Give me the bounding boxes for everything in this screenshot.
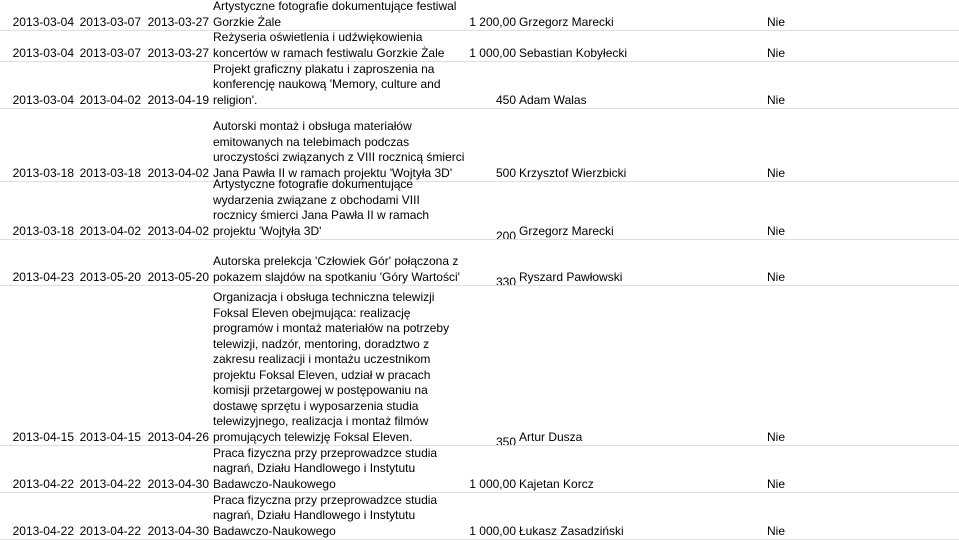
description-cell: Projekt graficzny plakatu i zaproszenia na konferencję naukową 'Memory, culture and religion'. (213, 61, 441, 107)
amount-cell: 500 (495, 165, 516, 180)
person-cell: Artur Dusza (519, 429, 583, 444)
table-row (0, 62, 959, 109)
date-cell-3: 2013-03-27 (147, 45, 209, 60)
date-cell-3: 2013-04-02 (147, 165, 209, 180)
description-cell: Artystyczne fotografie dokumentujące festiwal Gorzkie Żale (213, 0, 457, 29)
description-cell: Praca fizyczna przy przeprowadzce studia nagrań, Działu Handlowego i Instytutu Badawczo-Naukowego (213, 492, 438, 538)
flag-cell: Nie (767, 269, 786, 284)
amount-cell: 1 000,00 (469, 523, 516, 538)
person-cell: Krzysztof Wierzbicki (519, 165, 627, 180)
date-cell-2: 2013-04-02 (79, 223, 141, 238)
amount-cell: 350 (495, 434, 516, 449)
flag-cell: Nie (767, 223, 786, 238)
amount-cell: 330 (495, 274, 516, 289)
description-cell: Autorska prelekcja 'Człowiek Gór' połączona z pokazem slajdów na spotkaniu 'Góry Wartości' (213, 254, 460, 284)
date-cell-2: 2013-03-18 (79, 165, 141, 180)
date-cell-3: 2013-04-30 (147, 523, 209, 538)
date-cell-1: 2013-04-22 (12, 476, 74, 491)
flag-cell: Nie (767, 14, 786, 29)
description-cell: Artystyczne fotografie dokumentujące wydarzenia związane z obchodami VIII rocznicy śmierci Jana Pawła II w ramach projektu 'Wojtyła 3D' (213, 177, 430, 238)
table-row (0, 31, 959, 62)
date-cell-2: 2013-04-15 (79, 429, 141, 444)
person-cell: Sebastian Kobyłecki (519, 45, 628, 60)
date-cell-3: 2013-03-27 (147, 14, 209, 29)
table-row (0, 109, 959, 182)
description-cell: Reżyseria oświetlenia i udźwiękowienia koncertów w ramach festiwalu Gorzkie Żale (213, 30, 445, 60)
table-row (0, 177, 959, 243)
date-cell-2: 2013-04-22 (79, 523, 141, 538)
table-row (0, 286, 959, 449)
date-cell-3: 2013-04-02 (147, 223, 209, 238)
flag-cell: Nie (767, 45, 786, 60)
person-cell: Adam Walas (519, 92, 587, 107)
amount-cell: 200 (495, 228, 516, 243)
table-row (0, 446, 959, 493)
date-cell-1: 2013-03-04 (12, 45, 74, 60)
date-cell-1: 2013-04-22 (12, 523, 74, 538)
date-cell-2: 2013-03-07 (79, 14, 141, 29)
flag-cell: Nie (767, 429, 786, 444)
date-cell-1: 2013-03-04 (12, 14, 74, 29)
date-cell-1: 2013-04-15 (12, 429, 74, 444)
date-cell-3: 2013-05-20 (147, 269, 209, 284)
person-cell: Kajetan Korcz (519, 476, 594, 491)
table-row (0, 240, 959, 289)
date-cell-3: 2013-04-19 (147, 92, 209, 107)
description-cell: Praca fizyczna przy przeprowadzce studia nagrań, Działu Handlowego i Instytutu Badawczo-Naukowego (213, 445, 438, 491)
date-cell-2: 2013-04-02 (79, 92, 141, 107)
amount-cell: 450 (495, 92, 516, 107)
amount-cell: 1 000,00 (469, 476, 516, 491)
flag-cell: Nie (767, 165, 786, 180)
amount-cell: 1 000,00 (469, 45, 516, 60)
date-cell-1: 2013-04-23 (12, 269, 74, 284)
flag-cell: Nie (767, 523, 786, 538)
person-cell: Łukasz Zasadziński (519, 523, 624, 538)
date-cell-3: 2013-04-30 (147, 476, 209, 491)
table-row (0, 0, 959, 31)
date-cell-1: 2013-03-18 (12, 165, 74, 180)
description-cell: Organizacja i obsługa techniczna telewizji Foksal Eleven obejmująca: realizację programów i montaż materiałów na potrzeby telewizji, nadzór, mentoring, doradztwo z zakresu realizacji i montażu uczestnikom projektu Foksal Eleven, udział w pracach komisji przetargowej w postępowaniu na dostawę sprzętu i wyposarzenia studia telewizyjnego, realizacja i montaż filmów promujących telewizję Foksal Eleven. (213, 290, 450, 444)
date-cell-3: 2013-04-26 (147, 429, 209, 444)
person-cell: Grzegorz Marecki (519, 223, 614, 238)
flag-cell: Nie (767, 92, 786, 107)
date-cell-2: 2013-05-20 (79, 269, 141, 284)
date-cell-1: 2013-03-04 (12, 92, 74, 107)
date-cell-2: 2013-04-22 (79, 476, 141, 491)
date-cell-1: 2013-03-18 (12, 223, 74, 238)
date-cell-2: 2013-03-07 (79, 45, 141, 60)
description-cell: Autorski montaż i obsługa materiałów emitowanych na telebimach podczas uroczystości związanych z VIII rocznicą śmierci Jana Pawła II w ramach projektu 'Wojtyła 3D' (213, 119, 465, 180)
person-cell: Ryszard Pawłowski (519, 269, 623, 284)
amount-cell: 1 200,00 (469, 14, 516, 29)
person-cell: Grzegorz Marecki (519, 14, 614, 29)
flag-cell: Nie (767, 476, 786, 491)
table-row (0, 493, 959, 540)
